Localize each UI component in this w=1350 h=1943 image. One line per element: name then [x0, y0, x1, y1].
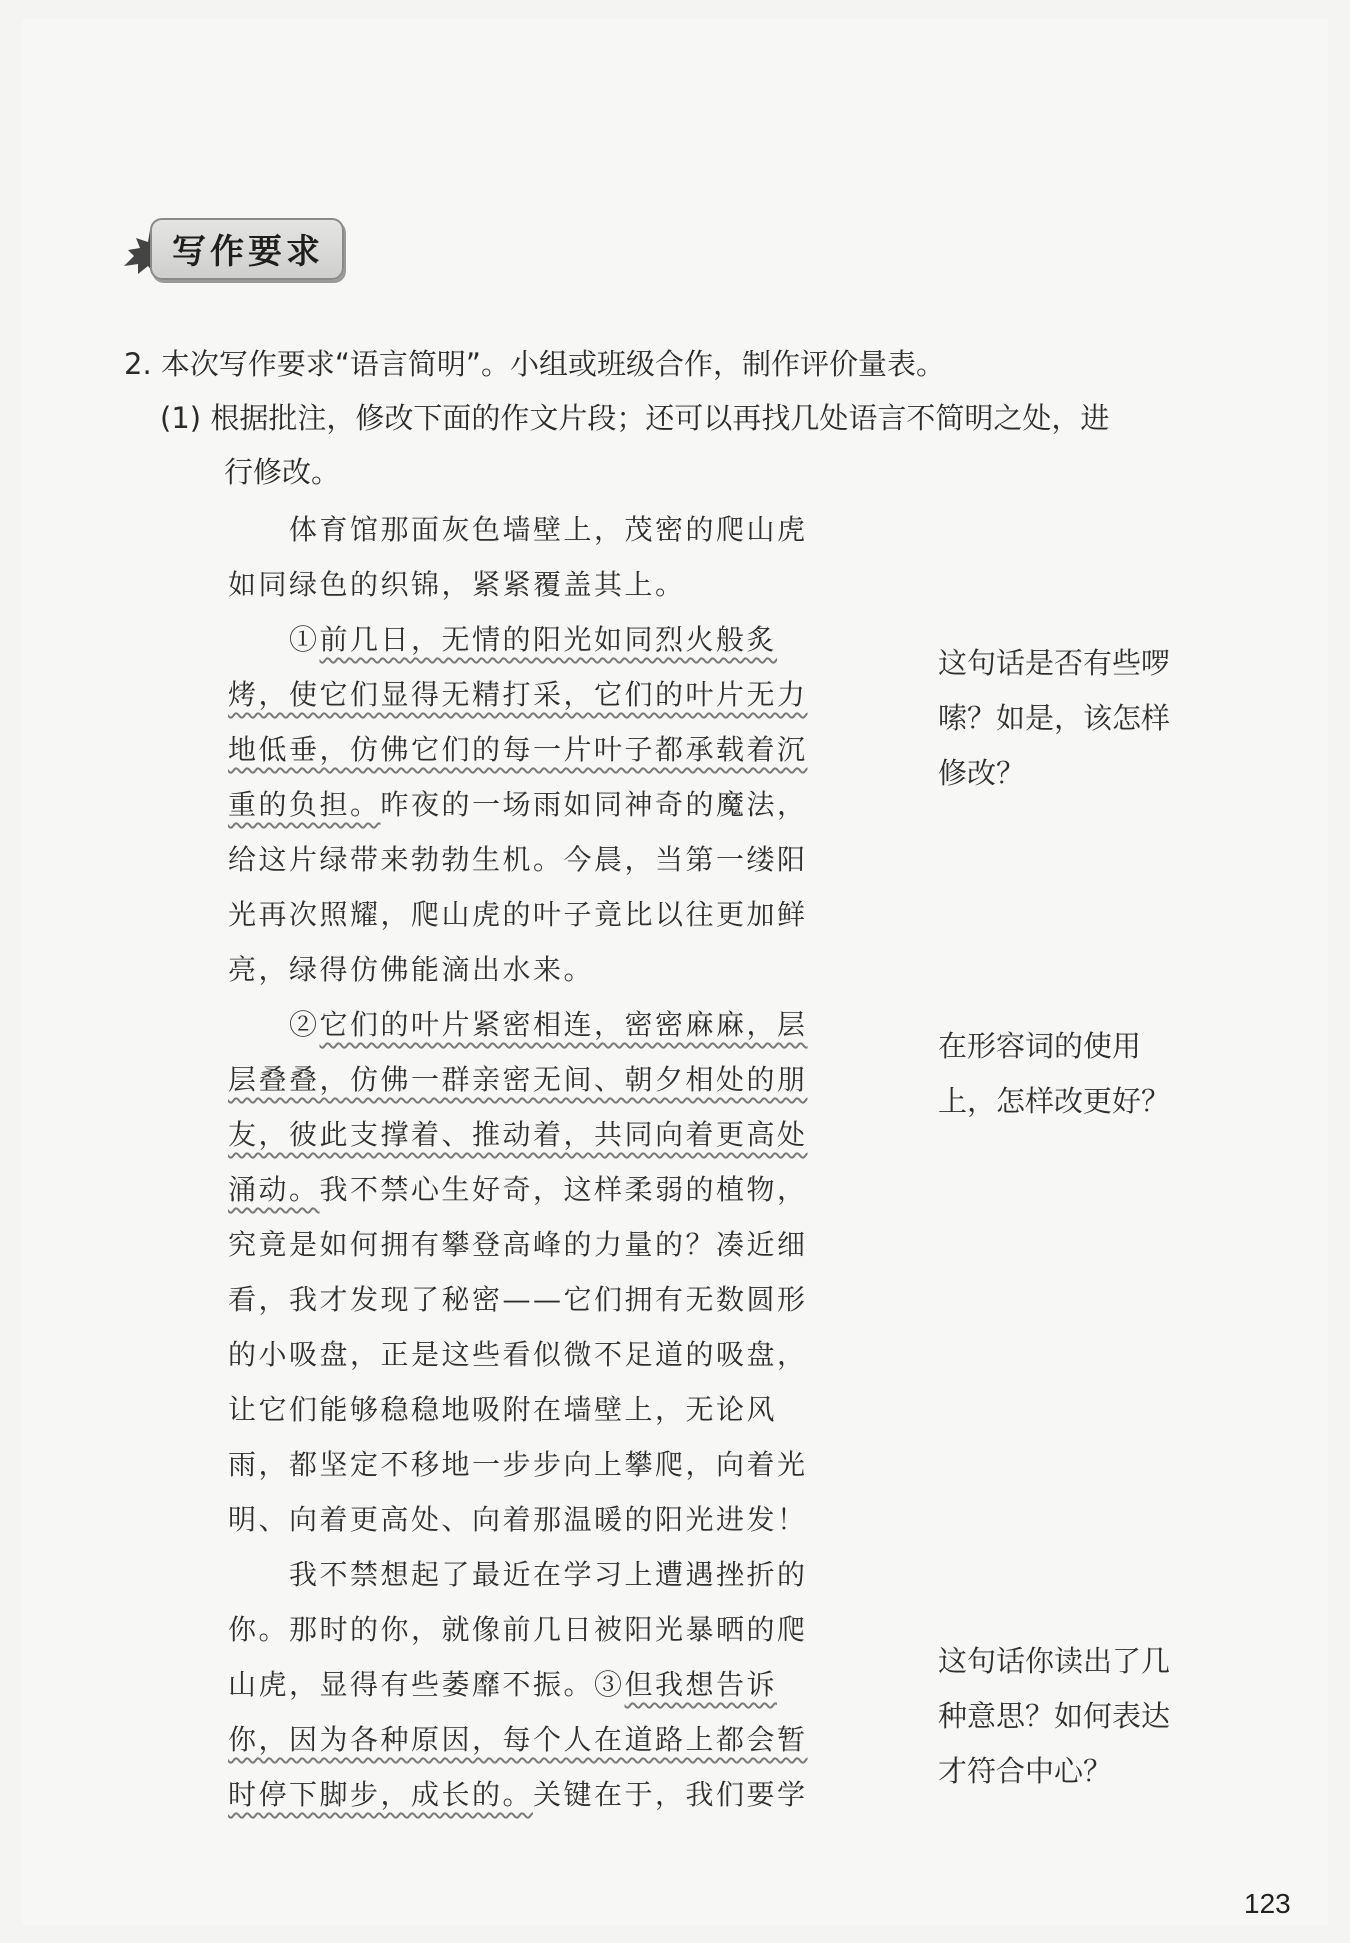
task-line [124, 344, 945, 384]
annotation-3 [938, 1634, 1208, 1799]
subtask-line [160, 398, 1109, 438]
annotation-line: 这句话是否有些啰 [938, 646, 1171, 680]
essay-line [228, 1657, 852, 1712]
essay-line [228, 942, 852, 997]
essay-line [228, 1382, 852, 1437]
essay-text: 雨，都坚定不移地一步步向上攀爬，向着光 [228, 1448, 808, 1481]
essay-line [228, 1602, 852, 1657]
essay-line [228, 777, 852, 832]
essay-line [228, 1492, 852, 1547]
essay-text: 光再次照耀，爬山虎的叶子竟比以往更加鲜 [228, 898, 808, 931]
annotated-text: 友，彼此支撑着、推动着，共同向着更高处 [228, 1118, 808, 1151]
annotation-line: 才符合中心？ [938, 1754, 1113, 1788]
essay-line [228, 997, 852, 1052]
subtask-text-continued: 行修改。 [224, 455, 341, 489]
essay-line [228, 1272, 852, 1327]
annotation-line: 嗦？如是，该怎样 [938, 701, 1171, 735]
essay-line [228, 502, 852, 557]
essay-text: ② [228, 1008, 320, 1041]
essay-text: 让它们能够稳稳地吸附在墙壁上，无论风 [228, 1393, 778, 1426]
annotated-text: 涌动。 [228, 1173, 320, 1206]
essay-text: 山虎，显得有些萎靡不振。③ [228, 1668, 625, 1701]
essay-line [228, 1107, 852, 1162]
essay-line [228, 1767, 852, 1822]
annotation-2 [938, 1019, 1208, 1129]
annotated-text: 层叠叠，仿佛一群亲密无间、朝夕相处的朋 [228, 1063, 808, 1096]
essay-line [228, 722, 852, 777]
annotated-text: 它们的叶片紧密相连，密密麻麻，层 [319, 1008, 808, 1041]
essay-text: 明、向着更高处、向着那温暖的阳光进发！ [228, 1503, 808, 1536]
essay-text: 的小吸盘，正是这些看似微不足道的吸盘， [228, 1338, 808, 1371]
annotation-line: 在形容词的使用 [938, 1029, 1142, 1063]
essay-text: 你。那时的你，就像前几日被阳光暴晒的爬 [228, 1613, 808, 1646]
essay-text: 体育馆那面灰色墙壁上，茂密的爬山虎 [228, 513, 808, 546]
annotation-line: 修改？ [938, 756, 1026, 790]
essay-line [228, 832, 852, 887]
section-header-title: 写作要求 [172, 232, 324, 272]
essay-line [228, 1327, 852, 1382]
essay-text: 昨夜的一场雨如同神奇的魔法， [380, 788, 808, 821]
essay-text: 我不禁心生好奇，这样柔弱的植物， [319, 1173, 808, 1206]
essay-line [228, 1162, 852, 1217]
essay-line [228, 1547, 852, 1602]
essay-text: ① [228, 623, 320, 656]
annotation-1 [938, 636, 1208, 801]
annotated-text: 重的负担。 [228, 788, 381, 821]
essay-line [228, 612, 852, 667]
essay-line [228, 1712, 852, 1767]
annotation-line: 种意思？如何表达 [938, 1699, 1171, 1733]
essay-text: 亮，绿得仿佛能滴出水来。 [228, 953, 595, 986]
page-number: 123 [1244, 1888, 1291, 1919]
annotated-text: 地低垂，仿佛它们的每一片叶子都承载着沉 [228, 733, 808, 766]
annotation-line: 上，怎样改更好？ [938, 1084, 1171, 1118]
annotated-text: 你，因为各种原因，每个人在道路上都会暂 [228, 1723, 808, 1756]
essay-line [228, 557, 852, 612]
section-header [120, 218, 342, 280]
annotated-text: 烤，使它们显得无精打采，它们的叶片无力 [228, 678, 808, 711]
essay-line [228, 887, 852, 942]
annotated-text: 前几日，无情的阳光如同烈火般炙 [319, 623, 778, 656]
essay-text: 究竟是如何拥有攀登高峰的力量的？凑近细 [228, 1228, 808, 1261]
essay-line [228, 1437, 852, 1492]
task-number: 2. [124, 347, 152, 381]
task-text: 本次写作要求“语言简明”。小组或班级合作，制作评价量表。 [160, 347, 945, 381]
subtask-text: 根据批注，修改下面的作文片段；还可以再找几处语言不简明之处，进 [210, 401, 1110, 435]
essay-line [228, 1052, 852, 1107]
subtask-number: (1) [160, 401, 202, 435]
annotation-line: 这句话你读出了几 [938, 1644, 1171, 1678]
essay-line [228, 1217, 852, 1272]
essay-text: 看，我才发现了秘密——它们拥有无数圆形 [228, 1283, 808, 1316]
essay-excerpt [228, 502, 852, 1822]
essay-text: 关键在于，我们要学 [533, 1778, 808, 1811]
essay-text: 我不禁想起了最近在学习上遭遇挫折的 [228, 1558, 808, 1591]
essay-text: 给这片绿带来勃勃生机。今晨，当第一缕阳 [228, 843, 808, 876]
annotated-text: 但我想告诉 [624, 1668, 778, 1701]
subtask-line-continued [224, 452, 340, 492]
essay-text: 如同绿色的织锦，紧紧覆盖其上。 [228, 568, 686, 601]
annotated-text: 时停下脚步，成长的。 [228, 1778, 534, 1811]
essay-line [228, 667, 852, 722]
